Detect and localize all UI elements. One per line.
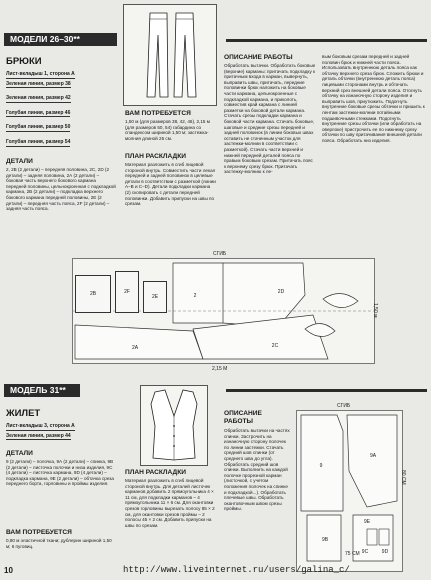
details-heading: ДЕТАЛИ (6, 158, 33, 165)
pattern-piece-2a: 2А (131, 345, 139, 351)
work-heading: ОПИСАНИЕ РАБОТЫ (224, 54, 293, 61)
product-title: БРЮКИ (6, 56, 42, 67)
layout-text: Материал разложить в сгиб лицевой стороной внутрь. Для деталей листочек карманов добавить 2 прямоугольника 4 × 11 см, для подкладки карманов – 4 прямоугольника 11 × 6 см. Для окантовки срезов горловины вырезать полосу 85 × 2 см, для окантовки срезов проймы – 2 полосы 45 × 2 см. Добавить припуски на швы по срезам. (125, 478, 215, 528)
pattern-piece-9a: 9А (369, 453, 377, 459)
sheet-line: Лист-вкладыш 1, сторона А (6, 71, 75, 77)
section-rule (226, 39, 427, 42)
pattern-piece-9d: 9D (381, 549, 389, 555)
length-label: 2,15 М (212, 366, 228, 372)
pattern-sheets (6, 71, 116, 149)
layout-text: Материал разложить в сгиб лицевой стороной внутрь. Совместить части лекал передней и задней половинок в целевые детали в соответствии с разметкой (линии А–В и С–D). Детали подкладки кармана (2) скопировать с детали передней половинки. Добавить припуски на швы по срезам. (125, 162, 216, 207)
sheet-line: Голубая линия, размер 46 (6, 109, 71, 116)
details-text: 2, 2В (2 детали) – передняя половина, 2С, 2D (2 детали) – задняя половина, 2А (2 детали) – боковая часть верхнего бокового кармана передней половины, цельнокроенная с подкладкой кармана, 2В (2 детали) – подкладка верхнего бокового кармана передней половины, 2Е (2 детали) – передняя часть пояса, 2F (2 детали) – задняя часть пояса. (6, 167, 116, 212)
vest-layout-diagram (296, 410, 403, 572)
vest-illustration (140, 385, 208, 466)
section-header-model-31: МОДЕЛЬ 31** (4, 384, 80, 397)
height-label: 80 СМ (400, 470, 406, 485)
layout-heading: ПЛАН РАСКЛАДКИ (125, 153, 187, 160)
pattern-piece-2f: 2F (115, 271, 139, 313)
need-heading: ВАМ ПОТРЕБУЕТСЯ (125, 110, 191, 117)
trousers-layout-diagram (72, 258, 375, 364)
width-label: 1,50 м (372, 303, 378, 318)
trousers-illustration (123, 4, 217, 106)
sheet-line: Голубая линия, размер 50 (6, 124, 71, 131)
source-url: http://www.liveinternet.ru/users/galina_c/ (123, 565, 350, 575)
need-text: 0,80 м эластичной ткани; дублерин шириной 1,50 м; 6 пуговиц. (6, 538, 112, 549)
section-header-models-26-30: МОДЕЛИ 26–30** (4, 33, 117, 46)
sheet-line: Лист-вкладыш 3, сторона А (6, 423, 75, 429)
pattern-piece-2: 2 (193, 293, 197, 299)
page-number: 10 (4, 566, 13, 575)
need-heading: ВАМ ПОТРЕБУЕТСЯ (6, 529, 72, 536)
work-text-col2: вым боковым срезам передней и задней половин брюк и нижней части пояса. Использовать внутреннюю деталь пояса как обтачку верхнего среза брюк. Сложить брюки и деталь обтачки (внутреннюю деталь пояса) лицевыми сторонами внутрь и обтачать верхний срез внешней детали пояса. Отогнуть обтачку на изнаночную сторону изделия и выправить шов, приутюжить. Подогнуть внутренние боковые срезы обтачки и пришить к лентам застежки-молнии потайными подшивочными стежками. Подогнуть внутренние срезы обтачки (или обработать на оверлоке) пристрочить ее по нижнему срезу обтачки по шву притачивания внешней детали пояса. Обработать низ изделия. (322, 54, 425, 143)
pattern-piece-9c: 9С (361, 549, 369, 555)
pattern-piece-9e: 9Е (363, 519, 371, 525)
pattern-piece-9: 9 (319, 463, 323, 469)
sheet-line: Голубая линия, размер 54 (6, 138, 71, 145)
sheet-line: Зеленая линия, размер 44 (6, 432, 71, 439)
details-heading: ДЕТАЛИ (6, 450, 33, 457)
pattern-piece-2e: 2Е (143, 281, 167, 313)
section-rule (226, 389, 427, 392)
sheet-line: Зеленая линия, размер 42 (6, 95, 71, 102)
pattern-piece-2d: 2D (277, 289, 285, 295)
pattern-piece-2c: 2С (271, 343, 279, 349)
pattern-piece-2b: 2В (75, 275, 111, 313)
work-text: Обработать вытачки на частях спинки. Застрочить на изнаночную сторону полочек по линии застежки. Стачать средний шов спинки (от среднего шва до угла). Обработать средний шов спинки. Выполнить на каждой полочке прорезной карман (листочкой, с учетом положения полочек на спинке и подкладкой...). Обработать плечевые швы. Обработать окантовочным швом срезы проймы. (224, 428, 290, 512)
work-heading: ОПИСАНИЕ РАБОТЫ (224, 410, 262, 425)
fold-label: СГИБ (337, 403, 351, 409)
details-text: 9 (2 детали) – полочка, 9А (2 детали) – спинка, 9В (2 детали) – листочка полочки и низа изделия, 9С (4 детали) – листочка кармана, 9D (4 детали) – подкладка кармана, 9Е (2 детали) – обтачка среза переднего борта, горловины и проймы изделия. (6, 459, 114, 487)
sheet-line: Зеленая линия, размер 38 (6, 80, 71, 87)
length-label: 75 СМ (345, 551, 360, 557)
layout-heading: ПЛАН РАСКЛАДКИ (125, 469, 187, 476)
work-text-col1: Обработать вытачки. Обработать боковые (верхние) карманы: притачать подкладку к притачным входа в карман, вывернуть, выправить швы, притачать, передние половинки брюк наложить на боковые части кармана, цельнокроенные с подкладкой кармана, и приколоть, совместив край кармана с линией разметки на боковой детали кармана. Стачать срезы подкладки кармана и боковой части кармана. Стачать боковые, шаговые и средние срезы передней и задней половинок (в линии боковых швах оставить не стаченным участок для застежки-молнии в соответствии с разметкой). Стачать части верхней и нижней передней деталей пояса по правым боковым срезам. Притачать пояс к верхнему срезу брюк. Притачать застежку-молнию к ле- (224, 63, 316, 175)
pattern-piece-9b: 9В (321, 537, 329, 543)
fold-label: СГИБ (213, 251, 227, 257)
product-title: ЖИЛЕТ (6, 408, 41, 419)
need-text: 1,50 м (для размеров 38, 42, 46), 2,15 м (для размеров 50, 54) габардина со спандексом шириной 1,50 м; застежка-молния длиной 25 см. (125, 119, 210, 141)
pattern-sheets (6, 423, 116, 442)
